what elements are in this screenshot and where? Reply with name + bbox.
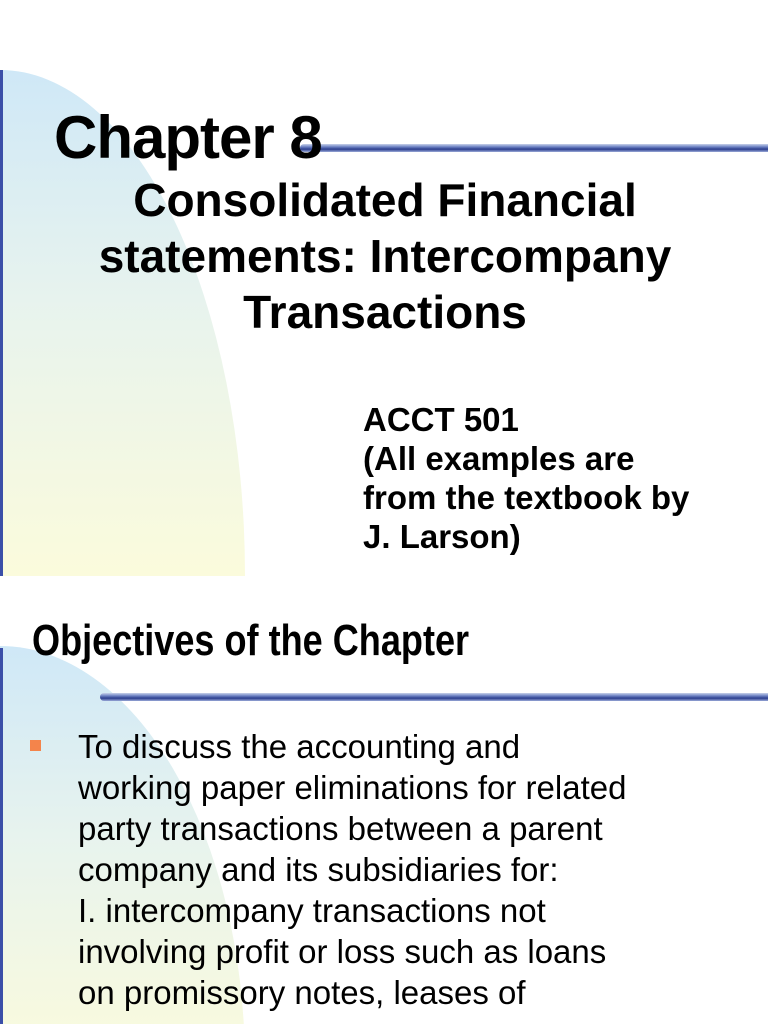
bullet-text bbox=[78, 726, 750, 890]
bullet-line: party transactions between a parent bbox=[78, 810, 603, 847]
square-bullet-icon bbox=[30, 740, 41, 751]
course-line: from the textbook by bbox=[363, 479, 690, 516]
course-line: J. Larson) bbox=[363, 518, 521, 555]
sub-line: I. intercompany transactions not bbox=[78, 892, 546, 929]
subtitle-line: Consolidated Financial bbox=[133, 174, 637, 226]
course-info bbox=[363, 400, 763, 556]
sub-line: on promissory notes, leases of bbox=[78, 974, 526, 1011]
bullet-line: To discuss the accounting and bbox=[78, 728, 521, 765]
subtitle-line: Transactions bbox=[243, 286, 527, 338]
sub-line: involving profit or loss such as loans bbox=[78, 933, 607, 970]
bullet-line: working paper eliminations for related bbox=[78, 769, 627, 806]
decorative-edge bbox=[0, 70, 3, 576]
chapter-subtitle bbox=[40, 172, 730, 340]
subtitle-line: statements: Intercompany bbox=[98, 230, 672, 282]
list-item bbox=[30, 726, 750, 890]
bullet-list bbox=[30, 726, 750, 890]
sub-paragraph bbox=[78, 890, 606, 1013]
objectives-slide bbox=[0, 576, 768, 1024]
course-line: ACCT 501 bbox=[363, 401, 519, 438]
decorative-edge bbox=[0, 648, 3, 1024]
course-line: (All examples are bbox=[363, 440, 635, 477]
title-rule bbox=[300, 144, 768, 152]
bullet-line: company and its subsidiaries for: bbox=[78, 851, 559, 888]
slide-title: Objectives of the Chapter bbox=[32, 616, 470, 665]
chapter-title: Chapter 8 bbox=[54, 104, 322, 171]
title-rule bbox=[100, 693, 768, 701]
